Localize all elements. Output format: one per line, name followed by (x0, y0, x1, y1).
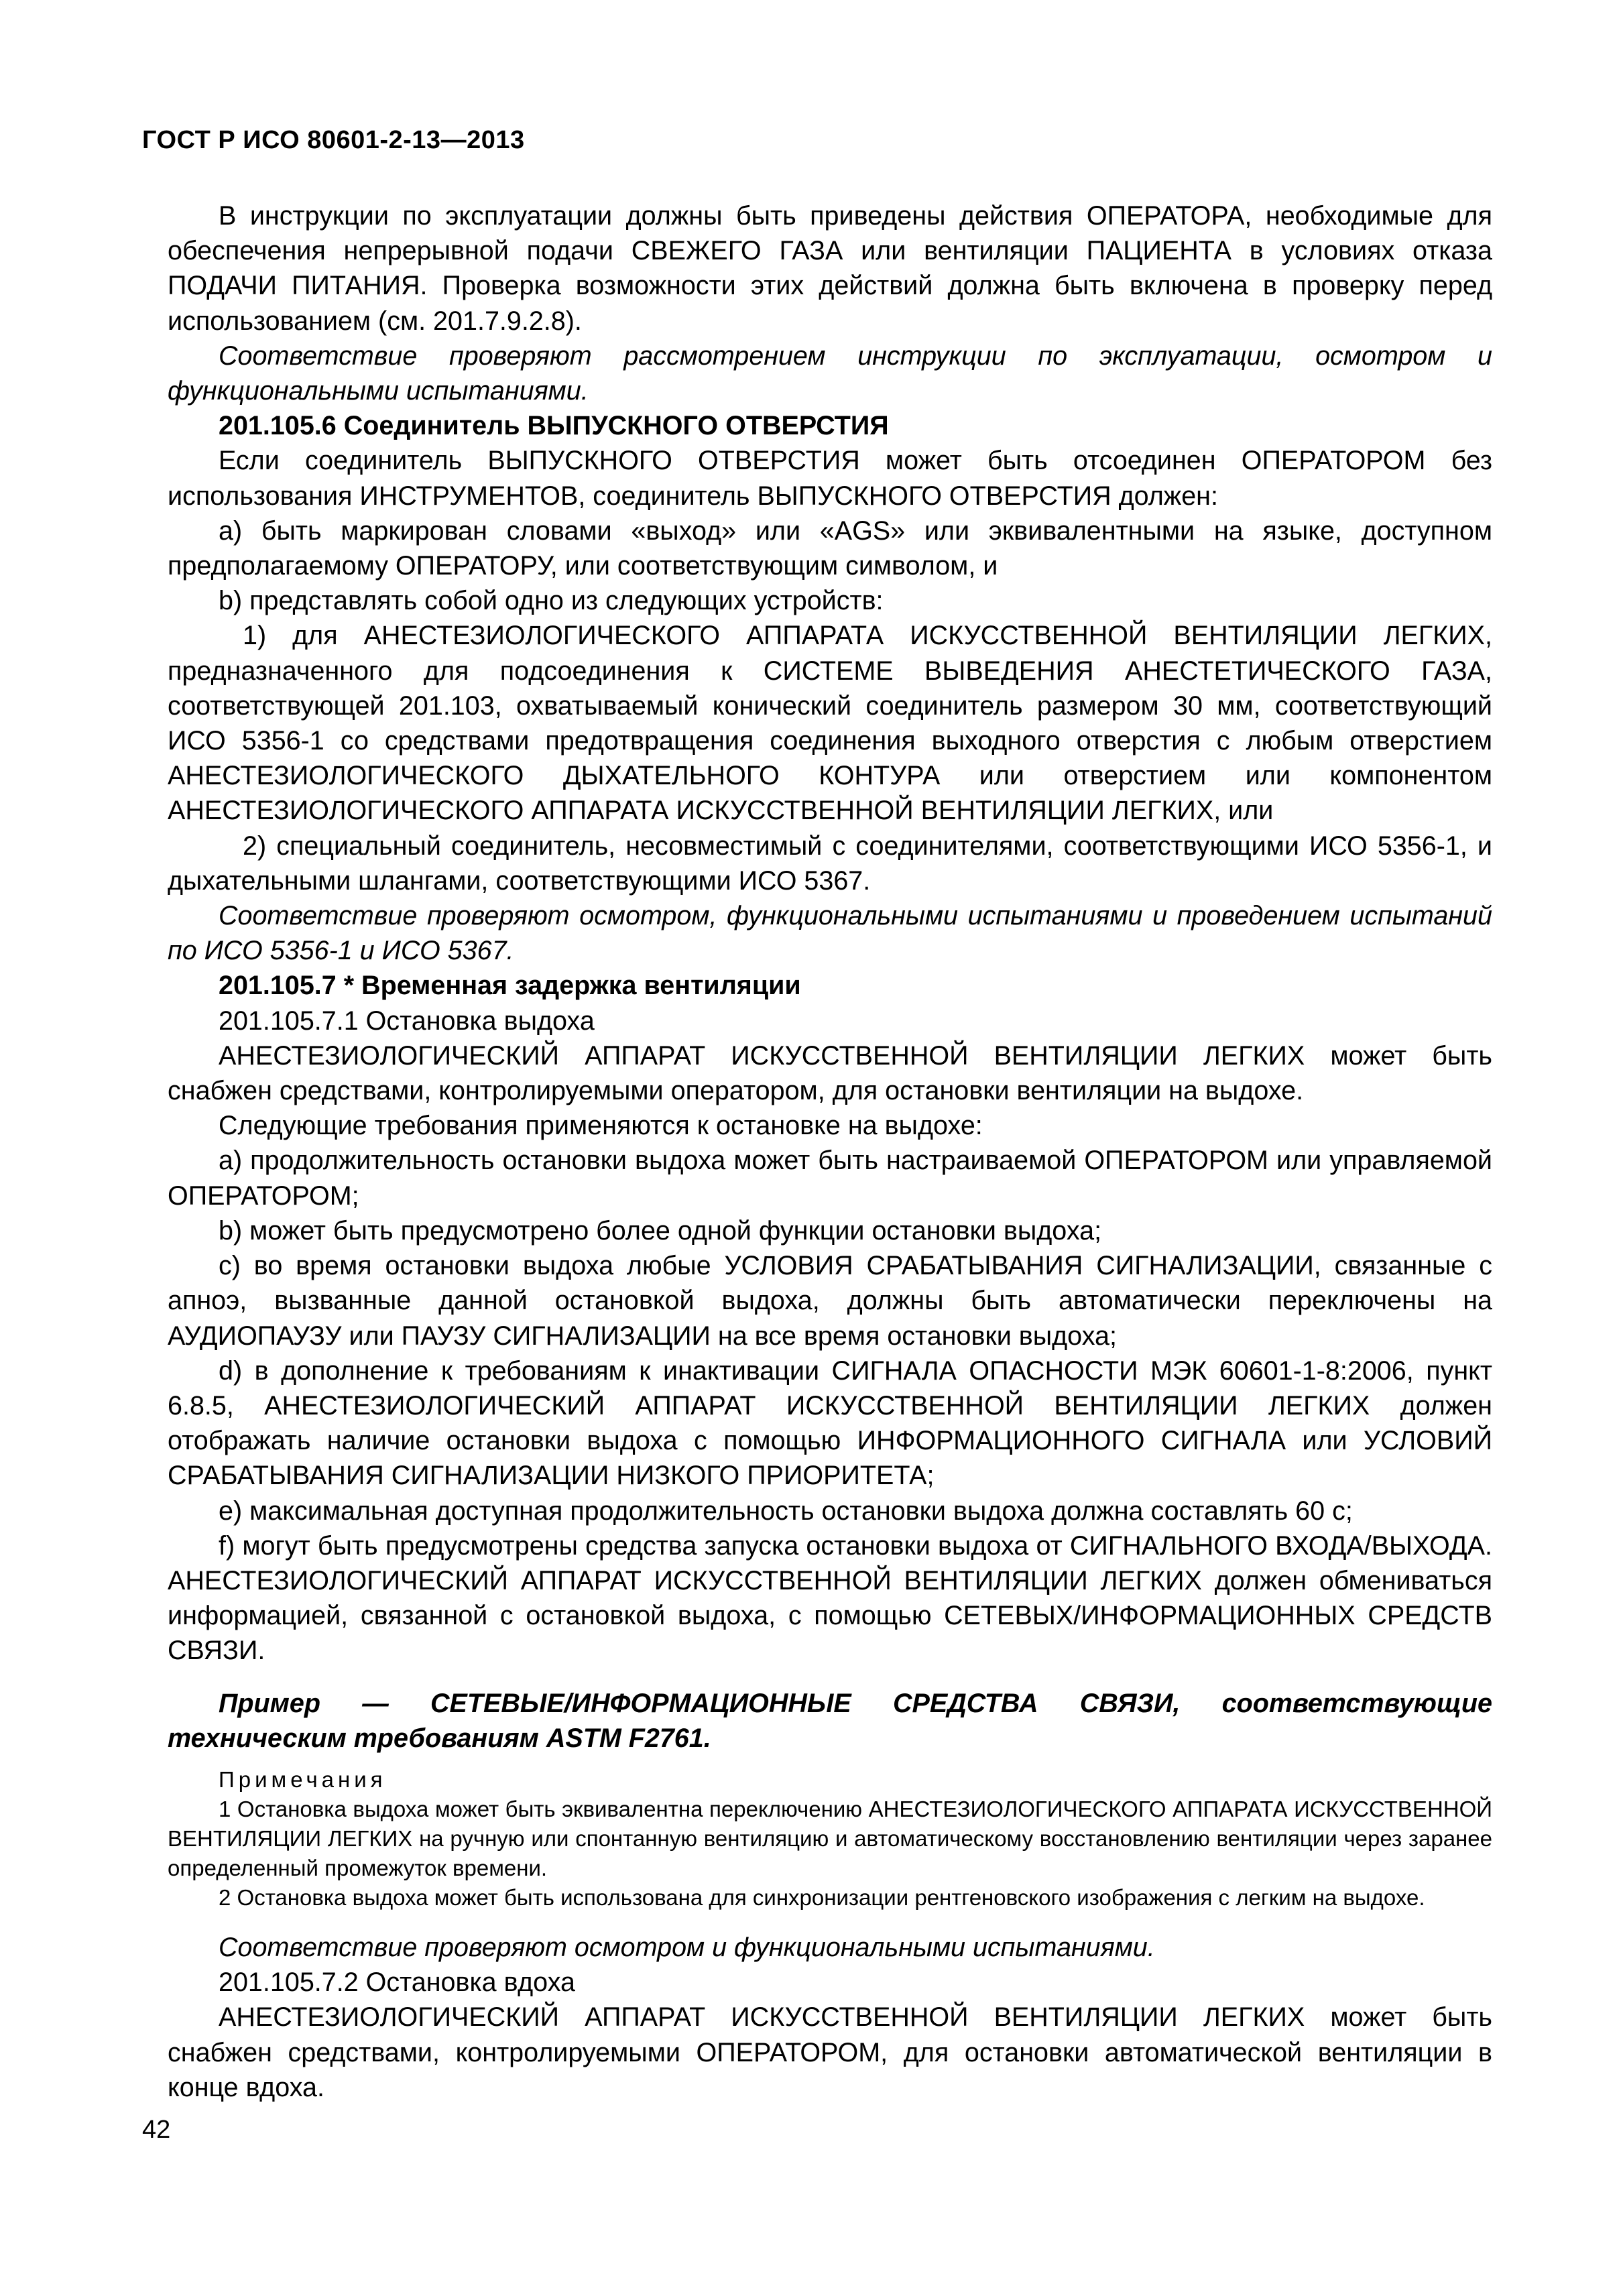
paragraph: Следующие требования применяются к остановке на выдохе: (219, 1111, 983, 1141)
compliance-note: Соответствие проверяют осмотром, функциональными испытаниями и проведением испытаний по ИСО 5356-1 и ИСО 5367. (168, 901, 1492, 966)
notes-block (168, 1765, 1492, 1913)
compliance-note: Соответствие проверяют осмотром и функциональными испытаниями. (219, 1932, 1155, 1962)
list-subitem: 1) для АНЕСТЕЗИОЛОГИЧЕСКОГО АППАРАТА ИСКУССТВЕННОЙ ВЕНТИЛЯЦИИ ЛЕГКИХ, предназначенного для подсоединения к СИСТЕМЕ ВЫВЕДЕНИЯ АНЕСТЕТИЧЕСКОГО ГАЗА, соответствующей 201.103, охватываемый конический соединитель размером 30 мм, соответствующий ИСО 5356-1 со средствами предотвращения соединения выходного отверстия с любым отверстием АНЕСТЕЗИОЛОГИЧЕСКОГО ДЫХАТЕЛЬНОГО КОНТУРА или отверстием или компонентом АНЕСТЕЗИОЛОГИЧЕСКОГО АППАРАТА ИСКУССТВЕННОЙ ВЕНТИЛЯЦИИ ЛЕГКИХ, или (168, 621, 1492, 826)
list-subitem: 2) специальный соединитель, несовместимый с соединителями, соответствующими ИСО 5356-1, и дыхательными шлангами, соответствующими ИСО 5367. (168, 831, 1492, 896)
subsection-heading: 201.105.7.1 Остановка выдоха (219, 1006, 595, 1036)
list-item: a) продолжительность остановки выдоха может быть настраиваемой ОПЕРАТОРОМ или управляемой ОПЕРАТОРОМ; (168, 1146, 1492, 1211)
section-heading: 201.105.6 Соединитель ВЫПУСКНОГО ОТВЕРСТИЯ (219, 411, 889, 441)
list-item: f) могут быть предусмотрены средства запуска остановки выдоха от СИГНАЛЬНОГО ВХОДА/ВЫХОДА. АНЕСТЕЗИОЛОГИЧЕСКИЙ АППАРАТ ИСКУССТВЕННОЙ ВЕНТИЛЯЦИИ ЛЕГКИХ должен обмениваться информацией, связанной с остановкой выдоха, с помощью СЕТЕВЫХ/ИНФОРМАЦИОННЫХ СРЕДСТВ СВЯЗИ. (168, 1530, 1492, 1666)
page-body (168, 198, 1492, 2105)
example-paragraph: Пример — СЕТЕВЫЕ/ИНФОРМАЦИОННЫЕ СРЕДСТВА СВЯЗИ, соответствующие техническим требованиям ASTM F2761. (168, 1688, 1492, 1753)
note-item: 1 Остановка выдоха может быть эквивалентна переключению АНЕСТЕЗИОЛОГИЧЕСКОГО АППАРАТА ИСКУССТВЕННОЙ ВЕНТИЛЯЦИИ ЛЕГКИХ на ручную или спонтанную вентиляцию и автоматическому восстановлению вентиляции через заранее определенный промежуток времени. (168, 1796, 1492, 1880)
subsection-heading: 201.105.7.2 Остановка вдоха (219, 1968, 575, 1998)
paragraph: В инструкции по эксплуатации должны быть приведены действия ОПЕРАТОРА, необходимые для обеспечения непрерывной подачи СВЕЖЕГО ГАЗА или вентиляции ПАЦИЕНТА в условиях отказа ПОДАЧИ ПИТАНИЯ. Проверка возможности этих действий должна быть включена в проверку перед использованием (см. 201.7.9.2.8). (168, 201, 1492, 336)
page-number: 42 (142, 2116, 171, 2144)
list-item: d) в дополнение к требованиям к инактивации СИГНАЛА ОПАСНОСТИ МЭК 60601-1-8:2006, пункт 6.8.5, АНЕСТЕЗИОЛОГИЧЕСКИЙ АППАРАТ ИСКУССТВЕННОЙ ВЕНТИЛЯЦИИ ЛЕГКИХ должен отображать наличие остановки выдоха с помощью ИНФОРМАЦИОННОГО СИГНАЛА или УСЛОВИЙ СРАБАТЫВАНИЯ СИГНАЛИЗАЦИИ НИЗКОГО ПРИОРИТЕТА; (168, 1355, 1492, 1491)
standard-header: ГОСТ Р ИСО 80601-2-13—2013 (142, 126, 525, 154)
note-item: 2 Остановка выдоха может быть использована для синхронизации рентгеновского изображения с легким на выдохе. (219, 1884, 1425, 1910)
paragraph: Если соединитель ВЫПУСКНОГО ОТВЕРСТИЯ может быть отсоединен ОПЕРАТОРОМ без использования ИНСТРУМЕНТОВ, соединитель ВЫПУСКНОГО ОТВЕРСТИЯ должен: (168, 446, 1492, 511)
notes-heading: Примечания (219, 1766, 387, 1792)
paragraph: АНЕСТЕЗИОЛОГИЧЕСКИЙ АППАРАТ ИСКУССТВЕННОЙ ВЕНТИЛЯЦИИ ЛЕГКИХ может быть снабжен средствами, контролируемыми оператором, для остановки вентиляции на выдохе. (168, 1040, 1492, 1106)
list-item: b) может быть предусмотрено более одной функции остановки выдоха; (219, 1215, 1102, 1246)
section-heading: 201.105.7 * Временная задержка вентиляции (219, 971, 801, 1001)
list-item: b) представлять собой одно из следующих устройств: (219, 586, 884, 616)
list-item: e) максимальная доступная продолжительность остановки выдоха должна составлять 60 с; (219, 1496, 1353, 1526)
paragraph: АНЕСТЕЗИОЛОГИЧЕСКИЙ АППАРАТ ИСКУССТВЕННОЙ ВЕНТИЛЯЦИИ ЛЕГКИХ может быть снабжен средствами, контролируемыми ОПЕРАТОРОМ, для остановки автоматической вентиляции в конце вдоха. (168, 2002, 1492, 2102)
compliance-note: Соответствие проверяют рассмотрением инструкции по эксплуатации, осмотром и функциональными испытаниями. (168, 341, 1492, 406)
list-item: a) быть маркирован словами «выход» или «AGS» или эквивалентными на языке, доступном предполагаемому ОПЕРАТОРУ, или соответствующим символом, и (168, 516, 1492, 581)
list-item: c) во время остановки выдоха любые УСЛОВИЯ СРАБАТЫВАНИЯ СИГНАЛИЗАЦИИ, связанные с апноэ, вызванные данной остановкой выдоха, должны быть автоматически переключены на АУДИОПАУЗУ или ПАУЗУ СИГНАЛИЗАЦИИ на все время остановки выдоха; (168, 1251, 1492, 1351)
